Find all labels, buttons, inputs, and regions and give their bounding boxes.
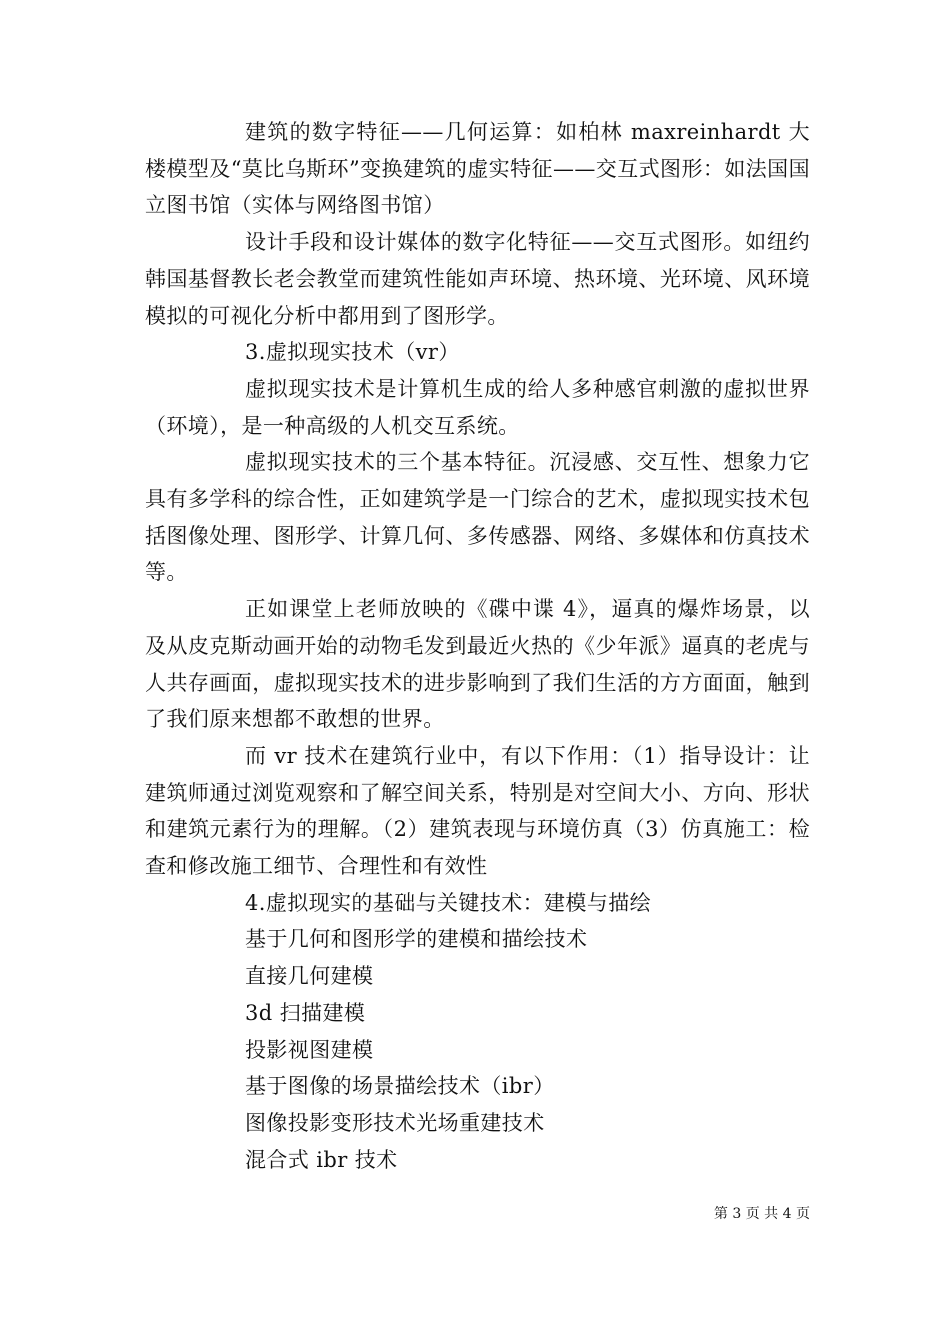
list-item: 图像投影变形技术光场重建技术 (245, 1110, 545, 1135)
list-item: 基于几何和图形学的建模和描绘技术 (245, 927, 588, 952)
list-item: 3d 扫描建模 (245, 1000, 366, 1025)
list-item: 投影视图建模 (245, 1037, 374, 1062)
section-heading: 3.虚拟现实技术（vr） (245, 340, 460, 365)
list-item: 基于图像的场景描绘技术（ibr） (245, 1074, 555, 1099)
document-body (145, 114, 810, 1178)
list-item: 直接几何建模 (245, 964, 374, 989)
paragraph: 建筑的数字特征——几何运算：如柏林 maxreinhardt 大楼模型及“莫比乌斯环”变换建筑的虚实特征——交互式图形：如法国国立图书馆（实体与网络图书馆） (145, 120, 810, 218)
page-number-footer: 第 3 页 共 4 页 (713, 1206, 810, 1222)
paragraph: 正如课堂上老师放映的《碟中谍 4》，逼真的爆炸场景，以及从皮克斯动画开始的动物毛发到最近火热的《少年派》逼真的老虎与人共存画面，虚拟现实技术的进步影响到了我们生活的方方面面，触到了我们原来想都不敢想的世界。 (145, 597, 810, 732)
paragraph: 虚拟现实技术是计算机生成的给人多种感官刺激的虚拟世界（环境），是一种高级的人机交互系统。 (145, 376, 810, 438)
paragraph: 设计手段和设计媒体的数字化特征——交互式图形。如纽约韩国基督教长老会教堂而建筑性能如声环境、热环境、光环境、风环境模拟的可视化分析中都用到了图形学。 (145, 230, 810, 328)
section-heading: 4.虚拟现实的基础与关键技术：建模与描绘 (245, 890, 652, 915)
paragraph: 虚拟现实技术的三个基本特征。沉浸感、交互性、想象力它具有多学科的综合性，正如建筑学是一门综合的艺术，虚拟现实技术包括图像处理、图形学、计算几何、多传感器、网络、多媒体和仿真技术等。 (145, 450, 810, 585)
paragraph: 而 vr 技术在建筑行业中，有以下作用：（1）指导设计：让建筑师通过浏览观察和了解空间关系，特别是对空间大小、方向、形状和建筑元素行为的理解。（2）建筑表现与环境仿真（3）仿真施工：检查和修改施工细节、合理性和有效性 (145, 743, 810, 879)
list-item: 混合式 ibr 技术 (245, 1147, 398, 1172)
